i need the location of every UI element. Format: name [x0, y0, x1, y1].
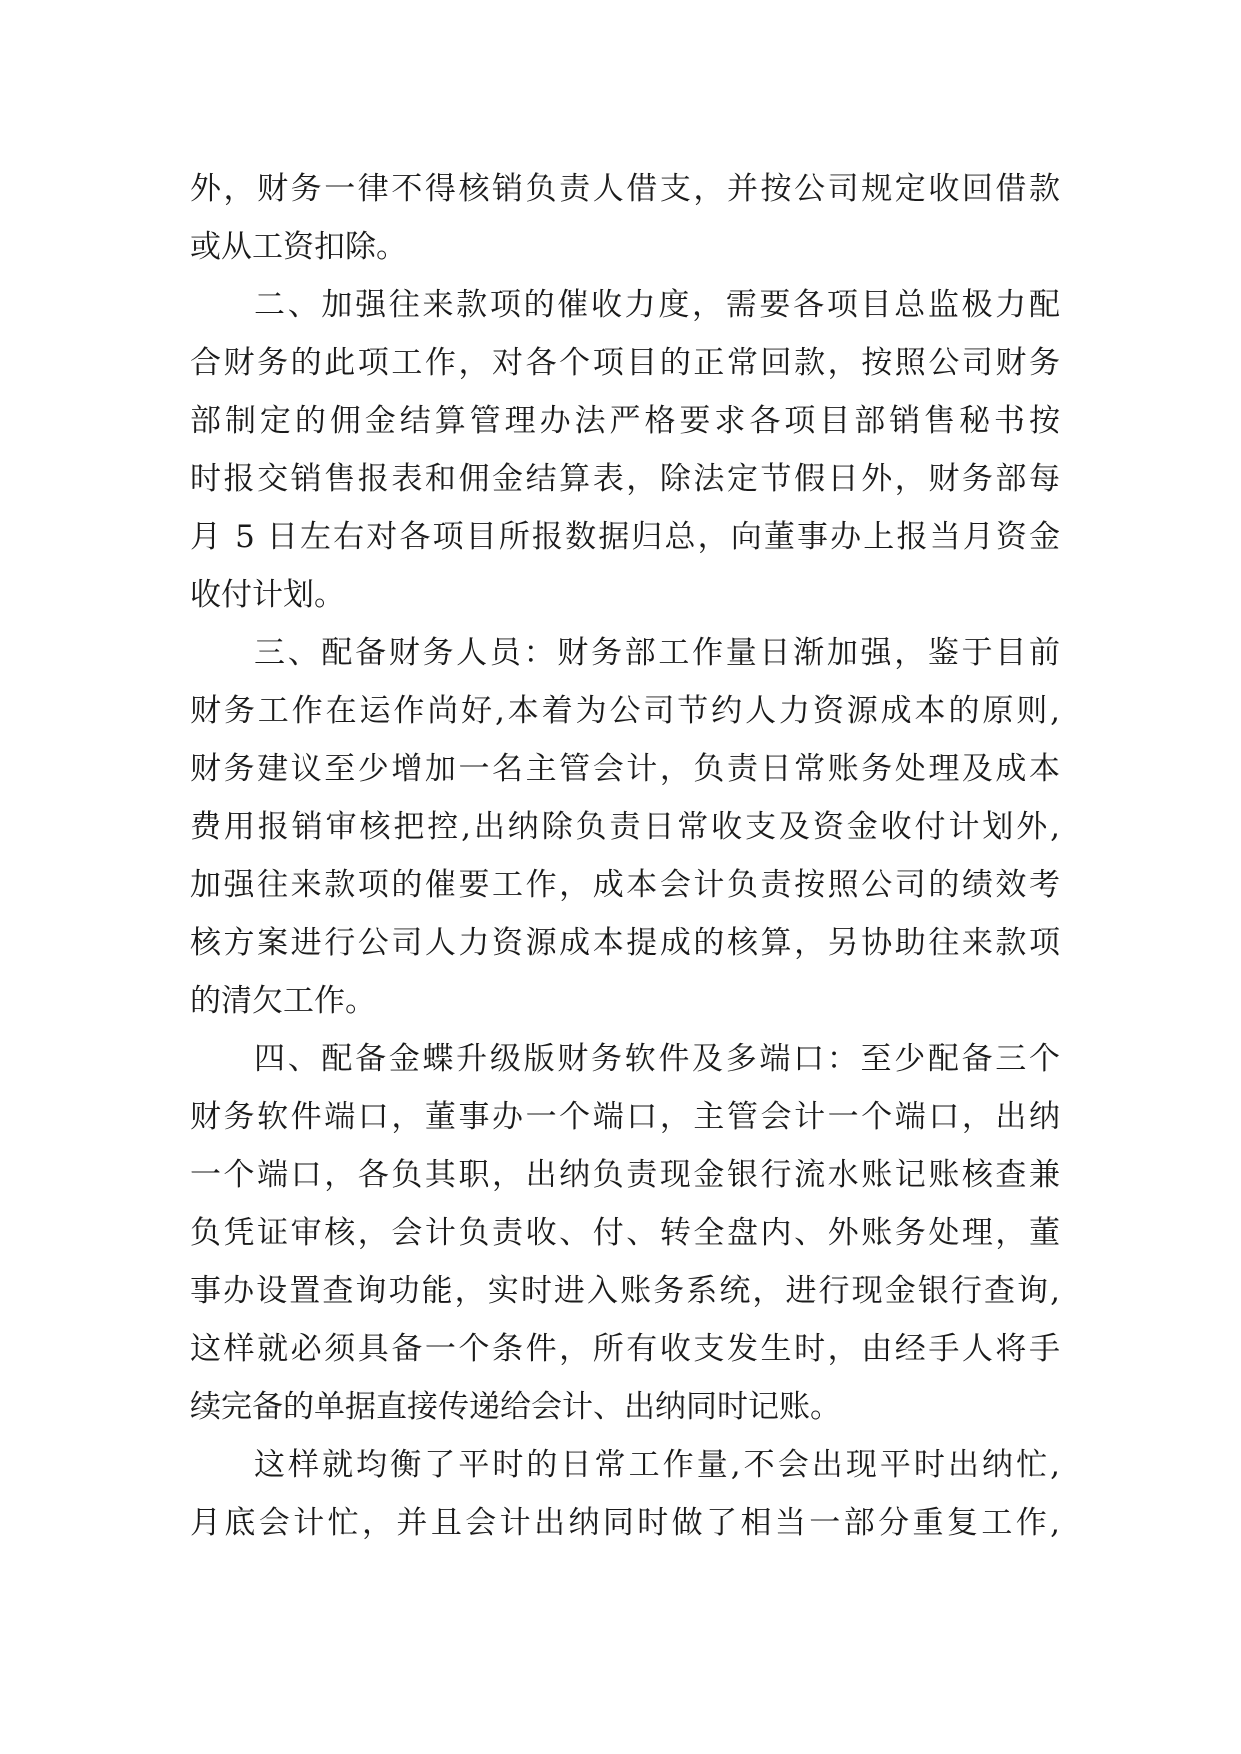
text-line: 这样就必须具备一个条件，所有收支发生时，由经手人将手 — [190, 1331, 1060, 1367]
text-line: 核方案进行公司人力资源成本提成的核算，另协助往来款项 — [190, 925, 1060, 961]
text-line: 财务工作在运作尚好,本着为公司节约人力资源成本的原则, — [190, 693, 1060, 729]
text-line: 费用报销审核把控,出纳除负责日常收支及资金收付计划外, — [190, 809, 1060, 845]
text-line: 负凭证审核，会计负责收、付、转全盘内、外账务处理，董 — [190, 1215, 1060, 1251]
text-line: 三、配备财务人员：财务部工作量日渐加强，鉴于目前 — [254, 635, 1060, 671]
text-line: 收付计划。 — [190, 577, 345, 613]
text-line: 事办设置查询功能，实时进入账务系统，进行现金银行查询, — [190, 1273, 1060, 1309]
text-line: 部制定的佣金结算管理办法严格要求各项目部销售秘书按 — [190, 403, 1060, 439]
text-line: 的清欠工作。 — [190, 983, 376, 1019]
text-line: 这样就均衡了平时的日常工作量,不会出现平时出纳忙, — [254, 1447, 1060, 1483]
text-line: 时报交销售报表和佣金结算表，除法定节假日外，财务部每 — [190, 461, 1060, 497]
text-line: 月 5 日左右对各项目所报数据归总，向董事办上报当月资金 — [190, 519, 1060, 555]
text-line: 一个端口，各负其职，出纳负责现金银行流水账记账核查兼 — [190, 1157, 1060, 1193]
text-line: 续完备的单据直接传递给会计、出纳同时记账。 — [190, 1389, 841, 1425]
text-line: 或从工资扣除。 — [190, 229, 407, 265]
text-line: 加强往来款项的催要工作，成本会计负责按照公司的绩效考 — [190, 867, 1060, 903]
text-line: 月底会计忙，并且会计出纳同时做了相当一部分重复工作, — [190, 1505, 1060, 1541]
text-line: 财务建议至少增加一名主管会计，负责日常账务处理及成本 — [190, 751, 1060, 787]
text-line: 四、配备金蝶升级版财务软件及多端口：至少配备三个 — [254, 1041, 1060, 1077]
text-line: 财务软件端口，董事办一个端口，主管会计一个端口，出纳 — [190, 1099, 1060, 1135]
document-body — [190, 160, 1060, 1552]
text-line: 合财务的此项工作，对各个项目的正常回款，按照公司财务 — [190, 345, 1060, 381]
text-line: 外，财务一律不得核销负责人借支，并按公司规定收回借款 — [190, 171, 1060, 207]
text-line: 二、加强往来款项的催收力度，需要各项目总监极力配 — [254, 287, 1060, 323]
